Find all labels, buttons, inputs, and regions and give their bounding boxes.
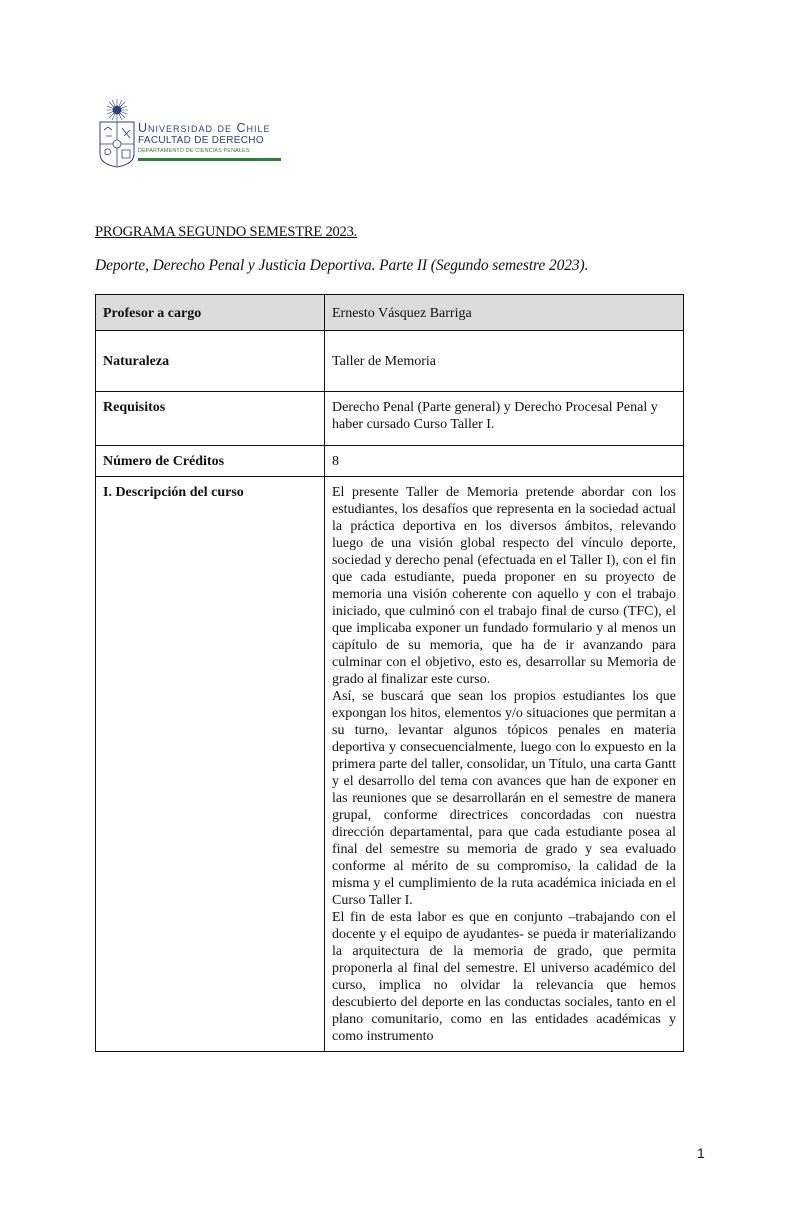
page-number: 1 bbox=[697, 1145, 705, 1161]
requirements-value: Derecho Penal (Parte general) y Derecho Procesal Penal y haber cursado Curso Taller I. bbox=[325, 392, 684, 446]
description-paragraph: El fin de esta labor es que en conjunto –trabajando con el docente y el equipo de ayudantes- se pueda ir materializando la arquitectura de la memoria de grado, que permita proponerla al final del semestre. El universo académico del curso, implica no olvidar la relevancia que hemos descubierto del deporte en las conductas sociales, tanto en el plano comunitario, como en las entidades académicas y como instrumento bbox=[332, 910, 676, 1044]
program-heading: PROGRAMA SEGUNDO SEMESTRE 2023. bbox=[95, 224, 358, 240]
table-row-description bbox=[96, 477, 684, 1052]
table-row-requirements bbox=[96, 392, 684, 446]
nature-label: Naturaleza bbox=[96, 331, 325, 392]
university-crest-icon bbox=[97, 98, 137, 168]
table-row-nature bbox=[96, 331, 684, 392]
requirements-label: Requisitos bbox=[96, 392, 325, 446]
credits-label: Número de Créditos bbox=[96, 446, 325, 477]
university-name: Universidad de Chile bbox=[138, 121, 271, 135]
course-info-table bbox=[95, 294, 684, 1052]
description-value bbox=[325, 477, 684, 1052]
department-name: DEPARTAMENTO DE CIENCIAS PENALES bbox=[138, 148, 250, 154]
professor-label: Profesor a cargo bbox=[96, 295, 325, 331]
logo-underline bbox=[138, 158, 281, 161]
professor-value: Ernesto Vásquez Barriga bbox=[325, 295, 684, 331]
faculty-name: FACULTAD DE DERECHO bbox=[138, 135, 264, 146]
credits-value: 8 bbox=[325, 446, 684, 477]
table-row-credits bbox=[96, 446, 684, 477]
description-paragraph: El presente Taller de Memoria pretende abordar con los estudiantes, los desafíos que representa en la sociedad actual la práctica deportiva en los diversos ámbitos, relevando luego de una visión global respecto del vínculo deporte, sociedad y derecho penal (efectuada en el Taller I), con el fin que cada estudiante, pueda proponer en su proyecto de memoria una visión coherente con aquello y con el trabajo iniciado, que culminó con el trabajo final de curso (TFC), el que implicaba exponer un fundado formulario y al menos un capítulo de su memoria, que ha de ir avanzando para culminar con el objetivo, esto es, desarrollar su Memoria de grado al finalizar este curso. bbox=[332, 485, 676, 687]
table-row-professor bbox=[96, 295, 684, 331]
course-title: Deporte, Derecho Penal y Justicia Deportiva. Parte II (Segundo semestre 2023). bbox=[95, 257, 589, 274]
description-paragraph: Así, se buscará que sean los propios estudiantes los que expongan los hitos, elementos y/o situaciones que permitan a su turno, levantar algunos tópicos penales en materia deportiva y consecuencialmente, luego con lo expuesto en la primera parte del taller, consolidar, un Título, una carta Gantt y el desarrollo del tema con avances que han de exponer en las reuniones que se desarrollarán en el semestre de manera grupal, conforme directrices concordadas con nuestra dirección departamental, para que cada estudiante posea al final del semestre su memoria de grado y sea evaluado conforme al mérito de su compromiso, la calidad de la misma y el cumplimiento de la ruta académica iniciada en el Curso Taller I. bbox=[332, 689, 676, 908]
nature-value: Taller de Memoria bbox=[325, 331, 684, 392]
university-logo bbox=[97, 98, 297, 170]
description-label: I. Descripción del curso bbox=[96, 477, 325, 1052]
